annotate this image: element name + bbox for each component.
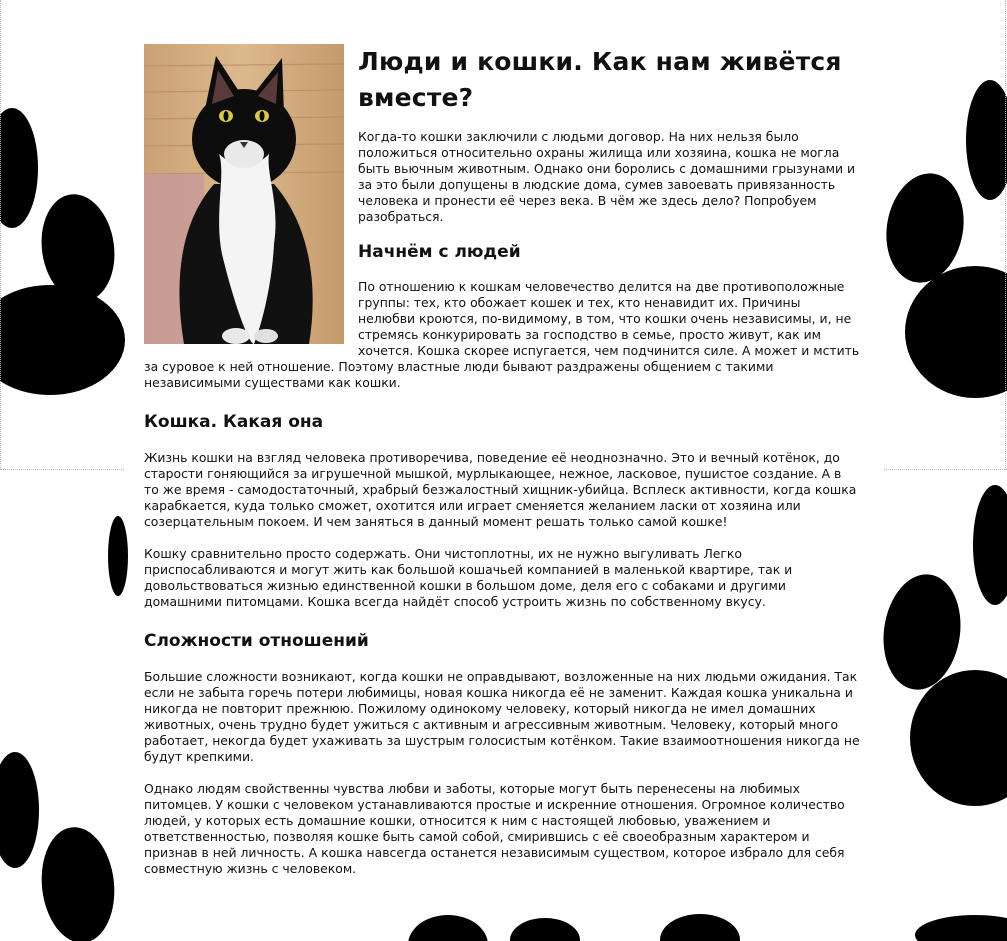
- section-paragraph: Жизнь кошки на взгляд человека противоречива, поведение её неоднозначно. Это и вечный котёнок, до старости гоняющийся за игрушечной мышкой, мурлыкающее, нежное, ласковое, пушистое создание. А в то же время - самодостаточный, храбрый безжалостный хищник-убийца. Всплеск активности, когда кошка карабкается, куда только сможет, охотится или играет сменяется желанием ласки от хозяина или созерцательным покоем. И чем заняться в данный момент решать только самой кошке!: [144, 450, 857, 529]
- frame-line-left: [0, 0, 1, 470]
- section-paragraph: Большие сложности возникают, когда кошки не оправдывают, возложенные на них людьми ожидания. Так если не забыта горечь потери любимицы, новая кошка никогда её не заменит. Каждая кошка уникальна и никогда не повторит прежнюю. Пожилому одинокому человеку, который никогда не имел домашних животных, очень трудно будет ужиться с активным и агрессивным животным. Человеку, который много работает, некогда будет ухаживать за шустрым голосистым котёнком. Такие взаимоотношения никогда не будут крепкими.: [144, 669, 860, 764]
- frame-line-bottom-right: [884, 469, 1007, 470]
- article-title: Люди и кошки. Как нам живётся вместе?: [358, 47, 842, 112]
- section-heading-relations: Сложности отношений: [144, 631, 369, 651]
- paw-print-icon: [108, 516, 128, 596]
- frame-line-right: [1005, 0, 1006, 470]
- paw-print-icon: [878, 80, 1007, 398]
- section-heading-people: Начнём с людей: [358, 242, 521, 262]
- section-paragraph: Однако людям свойственны чувства любви и заботы, которые могут быть перенесены на любимых питомцев. У кошки с человеком устанавливаются простые и искренние отношения. Огромное количество людей, у которых есть домашние кошки, относится к ним с настоящей любовью, уважением и ответственностью, позволяя кошке быть самой собой, смирившись с её своеобразным характером и признав в ней личность. А кошка навсегда останется независимым существом, которое избрало для себя совместную жизнь с человеком.: [144, 781, 845, 876]
- cat-photo: [144, 44, 344, 344]
- article: [144, 44, 860, 893]
- paw-print-icon: [876, 485, 1007, 806]
- section-paragraph: Кошку сравнительно просто содержать. Они чистоплотны, их не нужно выгуливать Легко приспосабливаются и могут жить как большой кошачьей компанией в маленькой квартире, так и довольствоваться жизнью единственной кошки в большом доме, деля его с собаками и другими домашними питомцами. Кошка всегда найдёт способ устроить жизнь по собственному вкусу.: [144, 546, 793, 609]
- section-paragraph: По отношению к кошкам человечество делится на две противоположные группы: тех, кто обожает кошек и тех, кто ненавидит их. Причины нелюбви кроются, по-видимому, в том, что кошки очень независимы, и, не стремясь конкурировать за господство в семье, просто живут, как им хочется. Кошка скорее испугается, чем подчинится силе. А может и мстить за суровое к ней отношение. Поэтому властные люди бывают раздражены общением с такими независимыми существами как кошки.: [144, 279, 860, 390]
- section-heading-cat: Кошка. Какая она: [144, 412, 324, 432]
- frame-line-bottom-left: [0, 469, 124, 470]
- intro-paragraph: Когда-то кошки заключили с людьми договор. На них нельзя было положиться относительно охраны жилища или хозяина, кошка не могла быть вьючным животным. Однако они боролись с домашними грызунами и за это были допущены в людские дома, сумев завоевать привязанность человека и пронести её через века. В чём же здесь дело? Попробуем разобраться.: [358, 129, 856, 224]
- paw-print-icon: [408, 914, 740, 941]
- paw-print-icon: [0, 108, 125, 395]
- paw-print-icon: [915, 915, 1007, 941]
- paw-print-icon: [0, 752, 120, 941]
